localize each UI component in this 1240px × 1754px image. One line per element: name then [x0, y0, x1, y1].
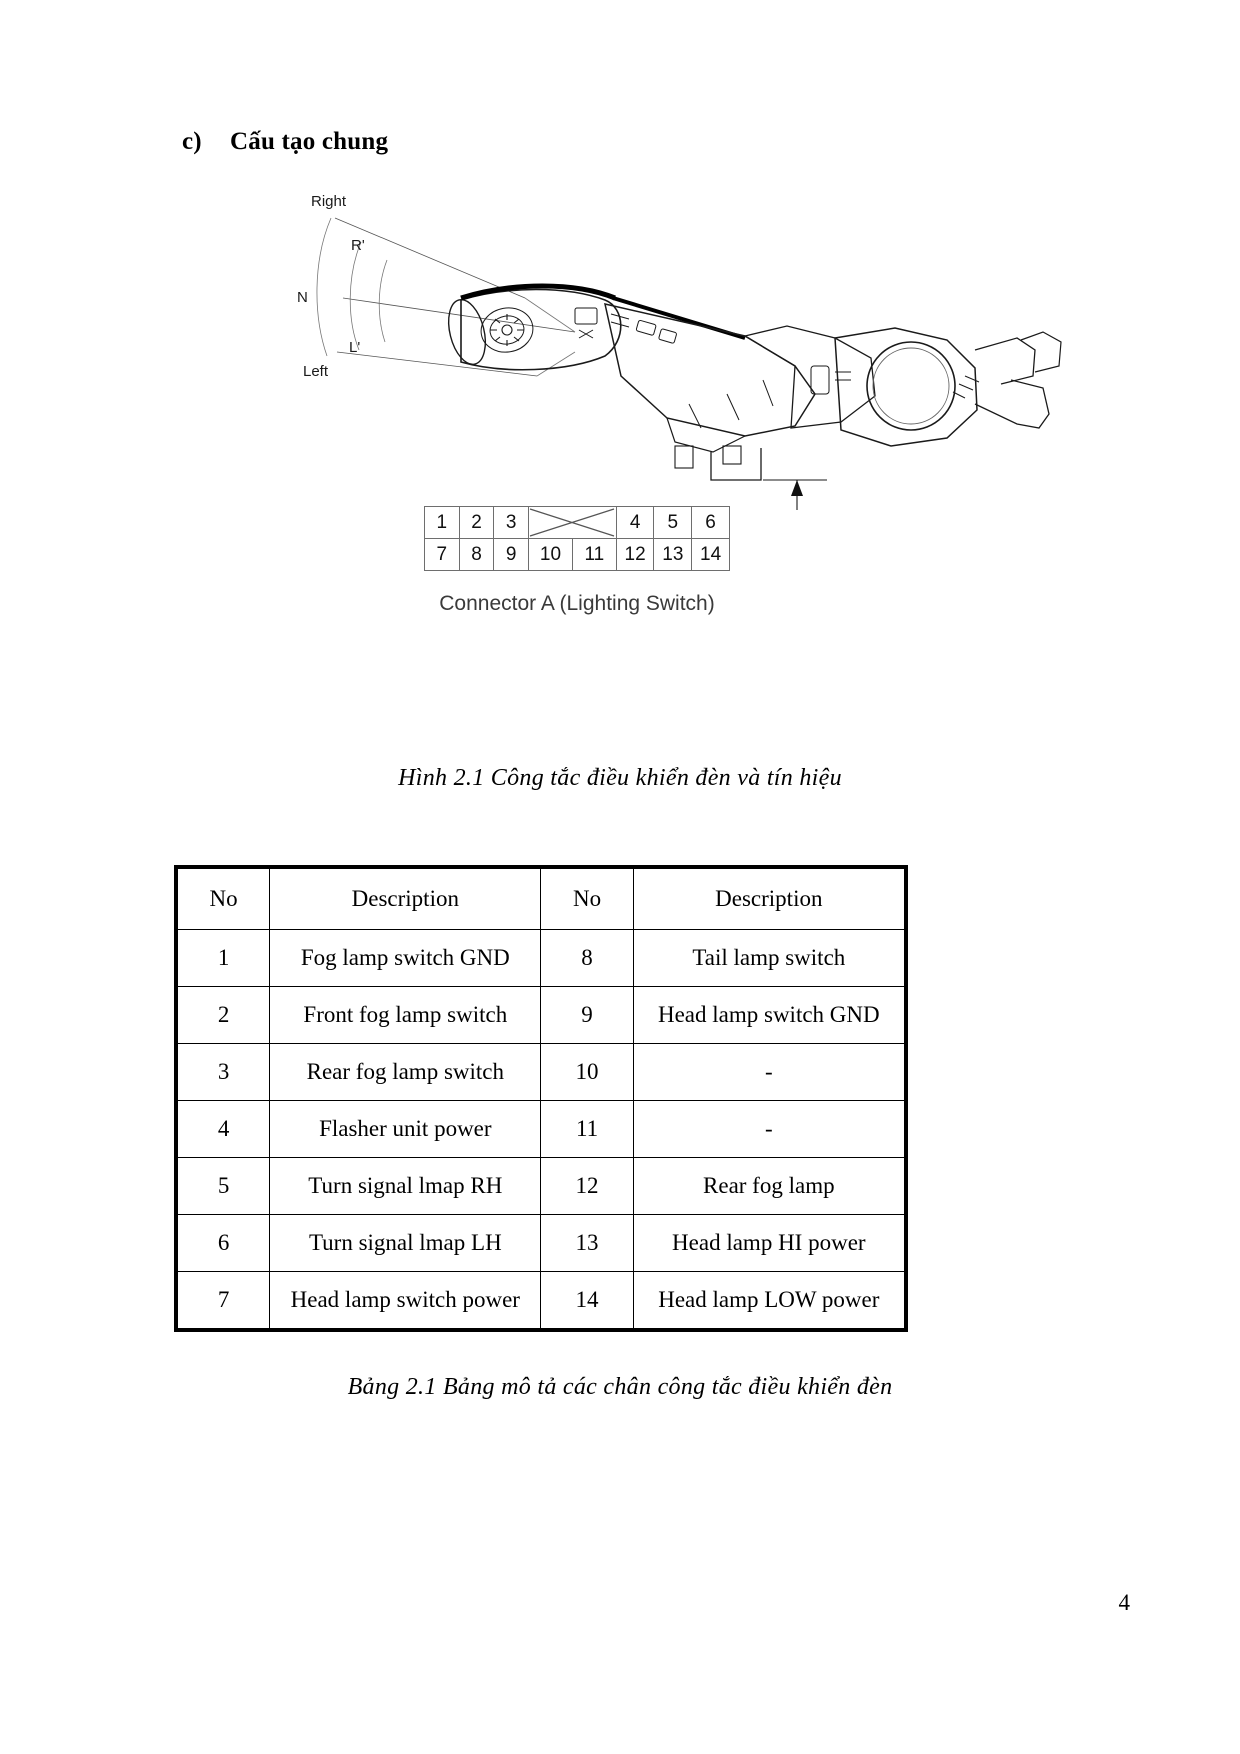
table-row [178, 1272, 905, 1329]
cell-desc-left: Turn signal lmap RH [270, 1158, 541, 1215]
switch-diagram-svg [275, 180, 1065, 510]
header-description-left: Description [270, 869, 541, 930]
connector-grid [424, 506, 730, 571]
cell-desc-right: Tail lamp switch [633, 930, 904, 987]
table-left-border [174, 865, 177, 1332]
cell-no-left: 7 [178, 1272, 270, 1329]
table-row [178, 1215, 905, 1272]
connector-pinout [424, 506, 730, 615]
cell-no-left: 4 [178, 1101, 270, 1158]
cell-no-right: 11 [541, 1101, 633, 1158]
pin-cell-5: 5 [654, 507, 692, 539]
cell-desc-right: Head lamp switch GND [633, 987, 904, 1044]
cell-desc-left: Rear fog lamp switch [270, 1044, 541, 1101]
figure-lighting-switch [175, 180, 1065, 650]
cell-no-right: 10 [541, 1044, 633, 1101]
section-heading [182, 128, 388, 156]
cell-desc-right: Head lamp HI power [633, 1215, 904, 1272]
cell-desc-left: Turn signal lmap LH [270, 1215, 541, 1272]
pin-cell-7: 7 [425, 539, 460, 571]
pin-cell-13: 13 [654, 539, 692, 571]
section-marker: c) [182, 128, 202, 155]
table-row [178, 930, 905, 987]
pin-cell-3: 3 [494, 507, 529, 539]
page-number: 4 [1118, 1590, 1130, 1615]
pin-table [177, 868, 905, 1329]
cell-no-right: 13 [541, 1215, 633, 1272]
connector-caption: Connector A (Lighting Switch) [439, 592, 715, 615]
pin-cell-4: 4 [616, 507, 654, 539]
cell-no-left: 6 [178, 1215, 270, 1272]
pin-cell-1: 1 [425, 507, 460, 539]
table-row [178, 1044, 905, 1101]
pin-cell-11: 11 [572, 539, 616, 571]
figure-caption: Hình 2.1 Công tắc điều khiển đèn và tín hiệu [398, 765, 842, 791]
table-header-row [178, 869, 905, 930]
pin-cell-12: 12 [616, 539, 654, 571]
pin-cell-8: 8 [459, 539, 494, 571]
cell-no-left: 3 [178, 1044, 270, 1101]
cell-no-left: 5 [178, 1158, 270, 1215]
cell-desc-left: Head lamp switch power [270, 1272, 541, 1329]
cell-no-left: 2 [178, 987, 270, 1044]
cell-desc-left: Flasher unit power [270, 1101, 541, 1158]
pin-description-table [177, 868, 905, 1329]
table-row [178, 1101, 905, 1158]
pin-cell-14: 14 [692, 539, 730, 571]
figure-label-r-prime: R' [351, 237, 365, 254]
header-description-right: Description [633, 869, 904, 930]
pin-cell-2: 2 [459, 507, 494, 539]
cell-no-right: 9 [541, 987, 633, 1044]
figure-label-l-prime: L' [349, 339, 361, 356]
header-no-right: No [541, 869, 633, 930]
pin-cell-6: 6 [692, 507, 730, 539]
cell-desc-right: Head lamp LOW power [633, 1272, 904, 1329]
pin-cell-9: 9 [494, 539, 529, 571]
cell-no-left: 1 [178, 930, 270, 987]
cell-no-right: 8 [541, 930, 633, 987]
table-caption: Bảng 2.1 Bảng mô tả các chân công tắc điều khiển đèn [347, 1374, 893, 1400]
table-right-border [905, 865, 908, 1332]
cell-desc-right: Rear fog lamp [633, 1158, 904, 1215]
cross-out-icon [529, 508, 615, 537]
figure-label-right: Right [311, 193, 347, 210]
cell-desc-right: - [633, 1101, 904, 1158]
cell-desc-left: Fog lamp switch GND [270, 930, 541, 987]
cell-no-right: 12 [541, 1158, 633, 1215]
table-row [178, 987, 905, 1044]
pin-cell-blocked [529, 507, 617, 539]
table-row [178, 1158, 905, 1215]
pin-cell-10: 10 [529, 539, 573, 571]
figure-label-left: Left [303, 363, 329, 380]
connector-top-row [425, 507, 730, 539]
header-no-left: No [178, 869, 270, 930]
cell-desc-right: - [633, 1044, 904, 1101]
section-title: Cấu tạo chung [230, 128, 389, 155]
cell-no-right: 14 [541, 1272, 633, 1329]
figure-label-n: N [297, 289, 308, 306]
connector-bottom-row [425, 539, 730, 571]
cell-desc-left: Front fog lamp switch [270, 987, 541, 1044]
